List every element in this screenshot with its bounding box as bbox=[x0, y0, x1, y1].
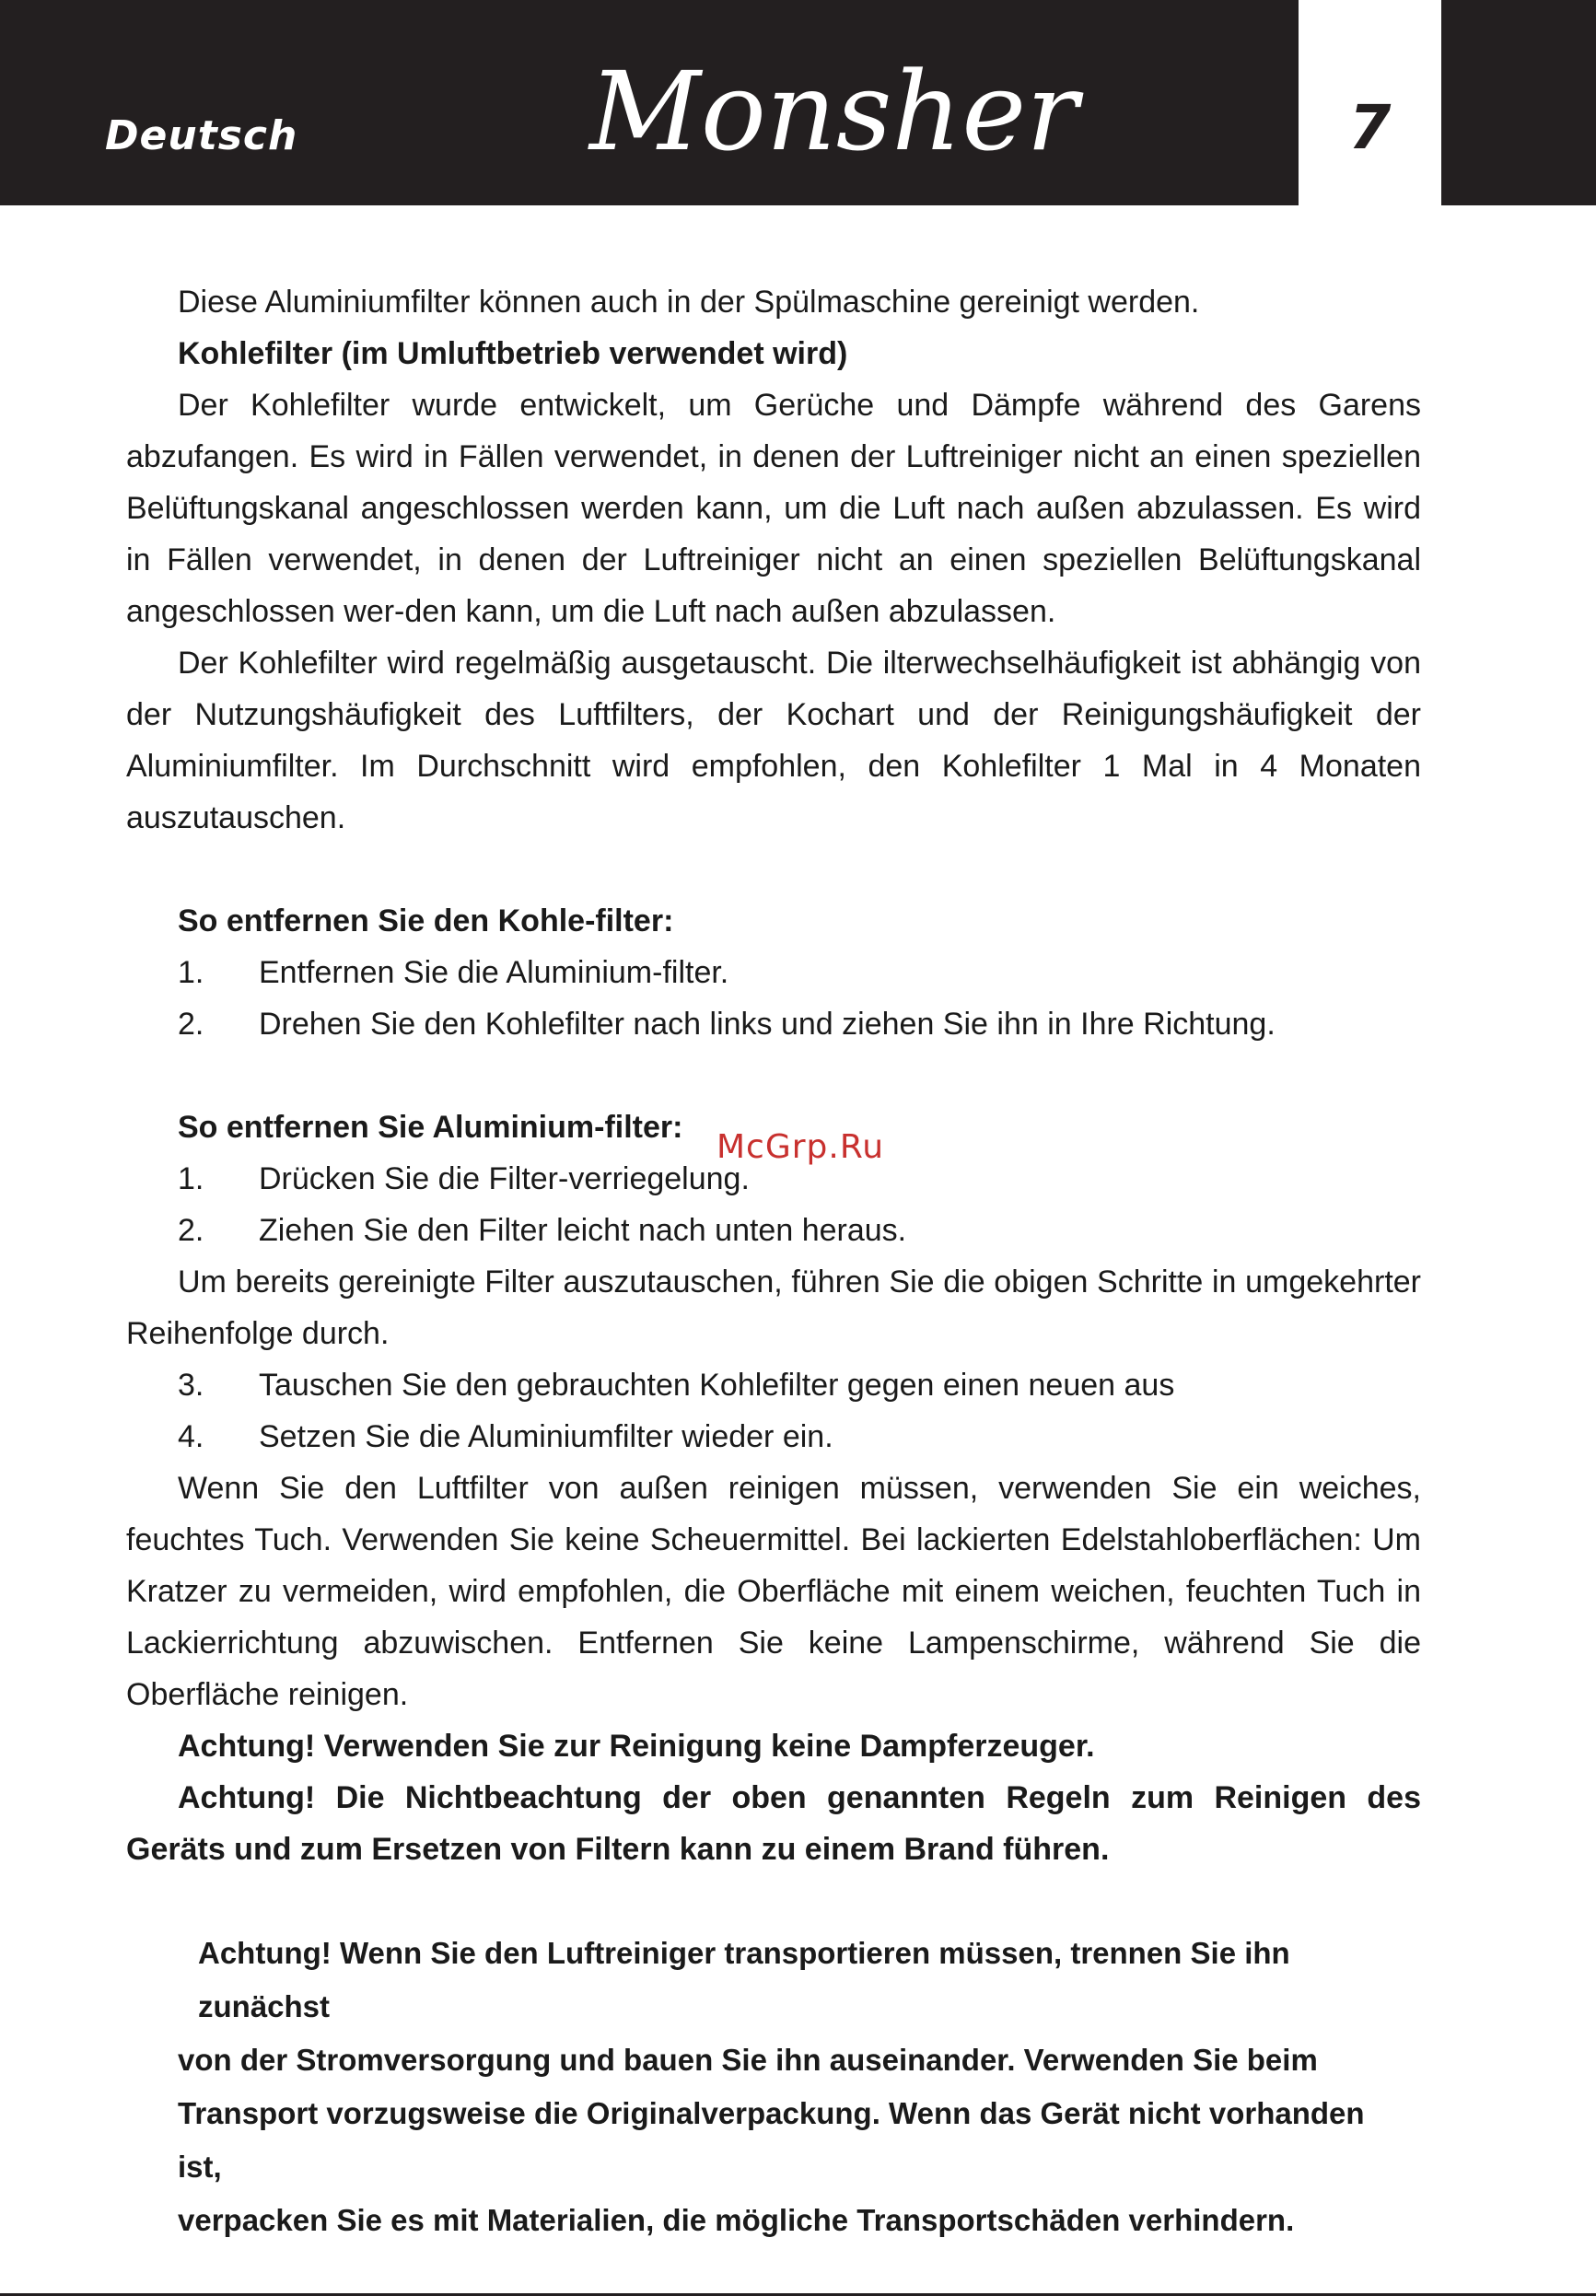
list-item bbox=[126, 947, 1421, 998]
notice-line: verpacken Sie es mit Materialien, die mögliche Transportschäden verhindern. bbox=[178, 2203, 1295, 2237]
list-text: Setzen Sie die Aluminiumfilter wieder ein. bbox=[259, 1419, 833, 1454]
paragraph-carbon-filter-replacement: Der Kohlefilter wird regelmäßig ausgetauscht. Die ilterwechselhäufigkeit ist abhängig von der Nutzungshäufigkeit des Luftfilters, der Kochart und der Reinigungshäufigkeit der Aluminiumfilter. Im Durchschnitt wird empfohlen, den Kohlefilter 1 Mal in 4 Monaten auszutauschen. bbox=[126, 646, 1421, 835]
section-heading-remove-carbon: So entfernen Sie den Kohle-filter: bbox=[178, 903, 674, 938]
list-text: Drücken Sie die Filter-verriegelung. bbox=[259, 1161, 750, 1196]
list-text: Entfernen Sie die Aluminium-filter. bbox=[259, 955, 729, 990]
warning-steam: Achtung! Verwenden Sie zur Reinigung keine Dampferzeuger. bbox=[178, 1729, 1095, 1764]
list-number: 1. bbox=[178, 955, 204, 990]
paragraph-exterior-cleaning: Wenn Sie den Luftfilter von außen reinigen müssen, verwenden Sie ein weiches, feuchtes Tuch. Verwenden Sie keine Scheuermittel. Bei lackierten Edelstahloberflächen: Um Kratzer zu vermeiden, wird empfohlen, die Oberfläche mit einem weichen, feuchten Tuch in Lackierrichtung abzuwischen. Entfernen Sie keine Lampenschirme, während Sie die Oberfläche reinigen. bbox=[126, 1471, 1421, 1712]
page-content bbox=[126, 276, 1421, 1875]
brand-logo: Monsher bbox=[589, 48, 1078, 175]
list-number: 3. bbox=[178, 1368, 204, 1403]
list-item bbox=[126, 1205, 1421, 1256]
paragraph-carbon-filter-purpose: Der Kohlefilter wurde entwickelt, um Gerüche und Dämpfe während des Garens abzufangen. Es wird in Fällen verwendet, in denen der Luftreiniger nicht an einen speziellen Belüftungskanal angeschlossen werden kann, um die Luft nach außen abzulassen. Es wird in Fällen verwendet, in denen der Luftreiniger nicht an einen speziellen Belüftungskanal angeschlossen wer-den kann, um die Luft nach außen abzulassen. bbox=[126, 388, 1421, 629]
paragraph-reverse-order: Um bereits gereinigte Filter auszutauschen, führen Sie die obigen Schritte in umgekehrter Reihenfolge durch. bbox=[126, 1265, 1421, 1351]
list-number: 4. bbox=[178, 1419, 204, 1454]
list-text: Drehen Sie den Kohlefilter nach links und ziehen Sie ihn in Ihre Richtung. bbox=[259, 1007, 1276, 1042]
header-bar-right bbox=[1441, 0, 1596, 205]
list-text: Ziehen Sie den Filter leicht nach unten heraus. bbox=[259, 1213, 907, 1248]
notice-line: von der Stromversorgung und bauen Sie ihn auseinander. Verwenden Sie beim bbox=[178, 2043, 1318, 2077]
watermark-text: McGrp.Ru bbox=[716, 1128, 885, 1166]
list-text: Tauschen Sie den gebrauchten Kohlefilter gegen einen neuen aus bbox=[259, 1368, 1175, 1403]
language-label: Deutsch bbox=[105, 112, 298, 159]
section-heading-remove-aluminium: So entfernen Sie Aluminium-filter: bbox=[178, 1110, 683, 1145]
notice-line: Achtung! Wenn Sie den Luftreiniger transportieren müssen, trennen Sie ihn zunächst bbox=[198, 1936, 1290, 2023]
list-item bbox=[126, 1359, 1421, 1411]
warning-fire: Achtung! Die Nichtbeachtung der oben genannten Regeln zum Reinigen des Geräts und zum Ersetzen von Filtern kann zu einem Brand führen. bbox=[126, 1780, 1421, 1867]
page-number: 7 bbox=[1348, 92, 1392, 163]
list-number: 1. bbox=[178, 1161, 204, 1196]
list-number: 2. bbox=[178, 1007, 204, 1042]
notice-line: Transport vorzugsweise die Originalverpackung. Wenn das Gerät nicht vorhanden ist, bbox=[178, 2096, 1365, 2184]
paragraph-dishwasher: Diese Aluminiumfilter können auch in der Spülmaschine gereinigt werden. bbox=[178, 285, 1200, 320]
list-number: 2. bbox=[178, 1213, 204, 1248]
list-item bbox=[126, 1411, 1421, 1463]
section-heading-carbon-filter: Kohlefilter (im Umluftbetrieb verwendet wird) bbox=[178, 336, 848, 371]
transport-notice bbox=[178, 1927, 1412, 2247]
list-item bbox=[126, 998, 1421, 1050]
spacer bbox=[126, 844, 1421, 895]
spacer bbox=[126, 1050, 1421, 1101]
